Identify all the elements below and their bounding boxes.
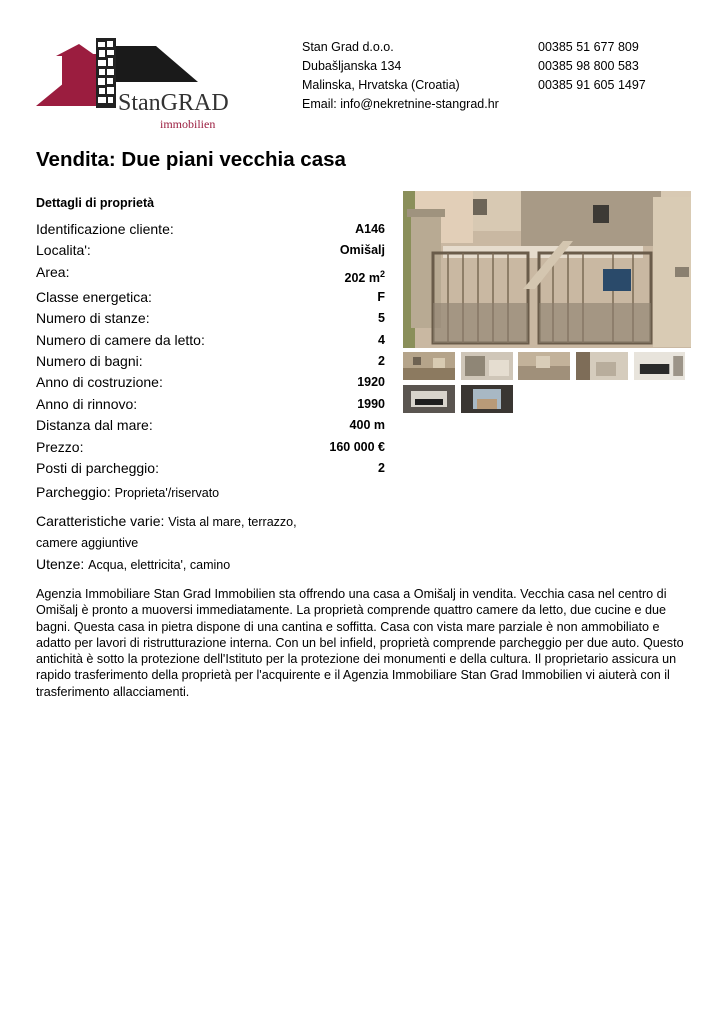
area-unit-exponent: 2 xyxy=(379,268,385,279)
detail-value: 2 xyxy=(378,460,385,475)
main-property-photo[interactable] xyxy=(403,191,691,348)
utilities-info xyxy=(36,556,230,572)
parking-value: Proprieta'/riservato xyxy=(114,486,220,500)
detail-label: Anno di costruzione: xyxy=(36,374,163,391)
detail-label: Prezzo: xyxy=(36,438,84,455)
thumbnail-photo[interactable] xyxy=(403,352,455,380)
detail-row xyxy=(36,308,385,329)
detail-row xyxy=(36,351,385,372)
thumbnail-photo[interactable] xyxy=(461,385,513,413)
property-details xyxy=(36,219,385,479)
detail-value: Omišalj xyxy=(339,243,385,258)
features-value: Vista al mare, terrazzo, xyxy=(168,515,297,529)
contact-address xyxy=(302,38,499,114)
detail-value: A146 xyxy=(355,222,385,236)
detail-label: Identificazione cliente: xyxy=(36,221,174,237)
logo-subtext: immobilien xyxy=(160,117,216,130)
logo-text: StanGRAD xyxy=(118,90,229,116)
detail-row xyxy=(36,394,385,415)
utilities-value: Acqua, elettricita', camino xyxy=(88,558,231,572)
area-value: 202 m xyxy=(344,270,380,285)
email-address[interactable]: Email: info@nekretnine-stangrad.hr xyxy=(302,97,499,111)
utilities-label: Utenze: xyxy=(36,556,85,572)
detail-value: F xyxy=(377,289,385,304)
details-heading: Dettagli di proprietà xyxy=(36,196,155,210)
thumbnail-photo[interactable] xyxy=(576,352,628,380)
detail-label: Numero di bagni: xyxy=(36,352,143,369)
detail-row xyxy=(36,240,385,261)
page-title: Vendita: Due piani vecchia casa xyxy=(36,148,346,171)
detail-row xyxy=(36,458,385,479)
thumbnail-photo[interactable] xyxy=(403,385,455,413)
detail-label: Numero di camere da letto: xyxy=(36,331,205,348)
detail-row xyxy=(36,219,385,240)
features-value-continued: camere aggiuntive xyxy=(36,536,139,550)
features-label: Caratteristiche varie: xyxy=(36,513,165,529)
property-description: Agenzia Immobiliare Stan Grad Immobilien sta offrendo una casa a Omišalj in vendita. Vecchia casa nel centro di Omišalj è pronto a muoversi immediatamente. La proprietà comprende quattro camere da letto, due cucine e due bagni. Questa casa in pietra dispone di una cantina e soffitta. Casa con vista mare parziale è non ammobiliato e adatto per lavori di ristrutturazione interna. Con un bel infield, proprietà comprende parcheggio per due auto. Questo antichità è sotto la protezione dell'Istituto per la protezione dei monumenti e della cultura. Il proprietario assicura un rapido trasferimento della proprietà per l'acquirente e il Agenzia Immobiliare Stan Grad Immobilien vi aiuterà con il trasferimento allacciamenti. xyxy=(36,587,684,699)
detail-value: 4 xyxy=(378,332,385,347)
city-address: Malinska, Hrvatska (Croatia) xyxy=(302,78,460,92)
logo-house-left xyxy=(62,54,96,106)
thumbnail-photo[interactable] xyxy=(634,352,685,380)
detail-value: 400 m xyxy=(349,418,385,433)
detail-label: Posti di parcheggio: xyxy=(36,459,159,476)
contact-phones xyxy=(538,38,646,95)
parking-info xyxy=(36,484,219,500)
detail-label: Distanza dal mare: xyxy=(36,417,153,434)
detail-value: 1920 xyxy=(357,375,385,390)
detail-value: 160 000 € xyxy=(329,439,385,454)
detail-value xyxy=(344,268,385,285)
logo-roof-right xyxy=(116,46,198,82)
detail-row xyxy=(36,437,385,458)
phone-number[interactable]: 00385 98 800 583 xyxy=(538,59,639,73)
detail-value: 1990 xyxy=(357,396,385,411)
parking-label: Parcheggio: xyxy=(36,484,111,500)
detail-label: Numero di stanze: xyxy=(36,310,150,327)
detail-row xyxy=(36,372,385,393)
thumbnail-photo[interactable] xyxy=(518,352,570,380)
detail-value: 2 xyxy=(378,353,385,368)
detail-value: 5 xyxy=(378,311,385,326)
company-logo xyxy=(36,34,242,130)
detail-row xyxy=(36,330,385,351)
thumbnail-photo[interactable] xyxy=(461,352,513,380)
detail-row xyxy=(36,262,385,287)
detail-label: Anno di rinnovo: xyxy=(36,395,138,412)
phone-number[interactable]: 00385 51 677 809 xyxy=(538,40,639,54)
detail-row xyxy=(36,287,385,308)
phone-number[interactable]: 00385 91 605 1497 xyxy=(538,78,646,92)
detail-label: Classe energetica: xyxy=(36,288,152,305)
detail-row xyxy=(36,415,385,436)
company-name: Stan Grad d.o.o. xyxy=(302,40,394,54)
detail-label: Localita': xyxy=(36,242,91,259)
features-info xyxy=(36,511,336,553)
detail-label: Area: xyxy=(36,263,70,280)
street-address: Dubašljanska 134 xyxy=(302,59,402,73)
